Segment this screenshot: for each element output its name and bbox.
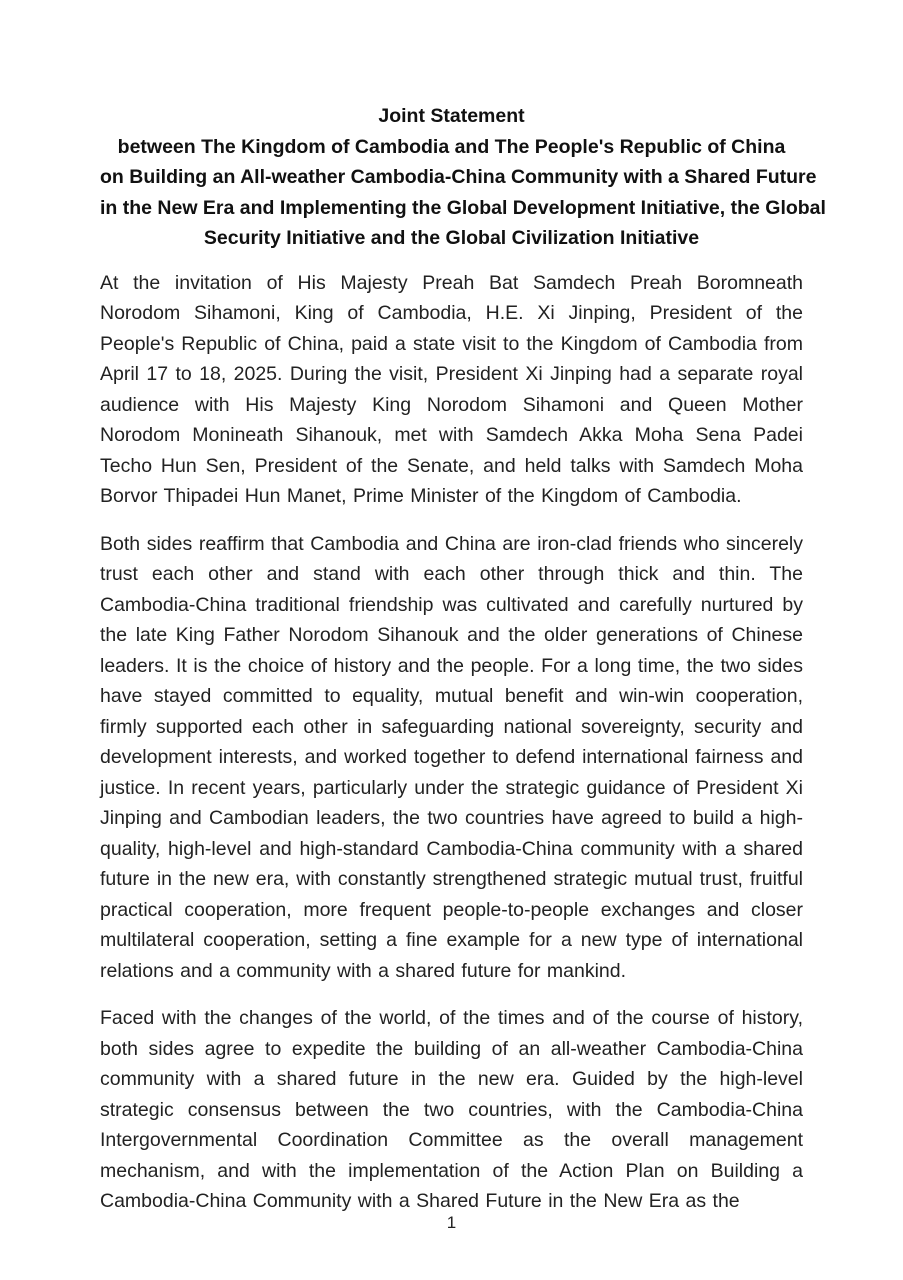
title-line-3: on Building an All-weather Cambodia-China Community with a Shared Future [100, 166, 817, 189]
title-line-1: Joint Statement [378, 105, 525, 127]
title-line-5: Security Initiative and the Global Civilization Initiative [203, 227, 700, 250]
paragraph-2: Both sides reaffirm that Cambodia and China are iron-clad friends who sincerely trust each other and stand with each other through thick and thin. The Cambodia-China traditional friendship was cultivated and carefully nurtured by the late King Father Norodom Sihanouk and the older generations of Chinese leaders. It is the choice of history and the people. For a long time, the two sides have stayed committed to equality, mutual benefit and win-win cooperation, firmly supported each other in safeguarding national sovereignty, security and development interests, and worked together to defend international fairness and justice. In recent years, particularly under the strategic guidance of President Xi Jinping and Cambodian leaders, the two countries have agreed to build a high-quality, high-level and high-standard Cambodia-China community with a shared future in the new era, with constantly strengthened strategic mutual trust, fruitful practical cooperation, more frequent people-to-people exchanges and closer multilateral cooperation, setting a fine example for a new type of international relations and a community with a shared future for mankind. [100, 532, 803, 982]
paragraph-1: At the invitation of His Majesty Preah Bat Samdech Preah Boromneath Norodom Sihamoni, King of Cambodia, H.E. Xi Jinping, President of the People's Republic of China, paid a state visit to the Kingdom of Cambodia from April 17 to 18, 2025. During the visit, President Xi Jinping had a separate royal audience with His Majesty King Norodom Sihamoni and Queen Mother Norodom Monineath Sihanouk, met with Samdech Akka Moha Sena Padei Techo Hun Sen, President of the Senate, and held talks with Samdech Moha Borvor Thipadei Hun Manet, Prime Minister of the Kingdom of Cambodia. [100, 271, 803, 508]
page-number: 1 [446, 1213, 457, 1232]
title-line-4: in the New Era and Implementing the Global Development Initiative, the Global [100, 196, 826, 219]
document-body [100, 268, 803, 1217]
paragraph-3: Faced with the changes of the world, of the times and of the course of history, both sides agree to expedite the building of an all-weather Cambodia-China community with a shared future in the new era. Guided by the high-level strategic consensus between the two countries, with the Cambodia-China Intergovernmental Coordination Committee as the overall management mechanism, and with the implementation of the Action Plan on Building a Cambodia-China Community with a Shared Future in the New Era as the [100, 1007, 803, 1213]
document-content [100, 101, 826, 1234]
document-title [100, 101, 826, 254]
title-line-2: between The Kingdom of Cambodia and The People's Republic of China [117, 135, 786, 158]
